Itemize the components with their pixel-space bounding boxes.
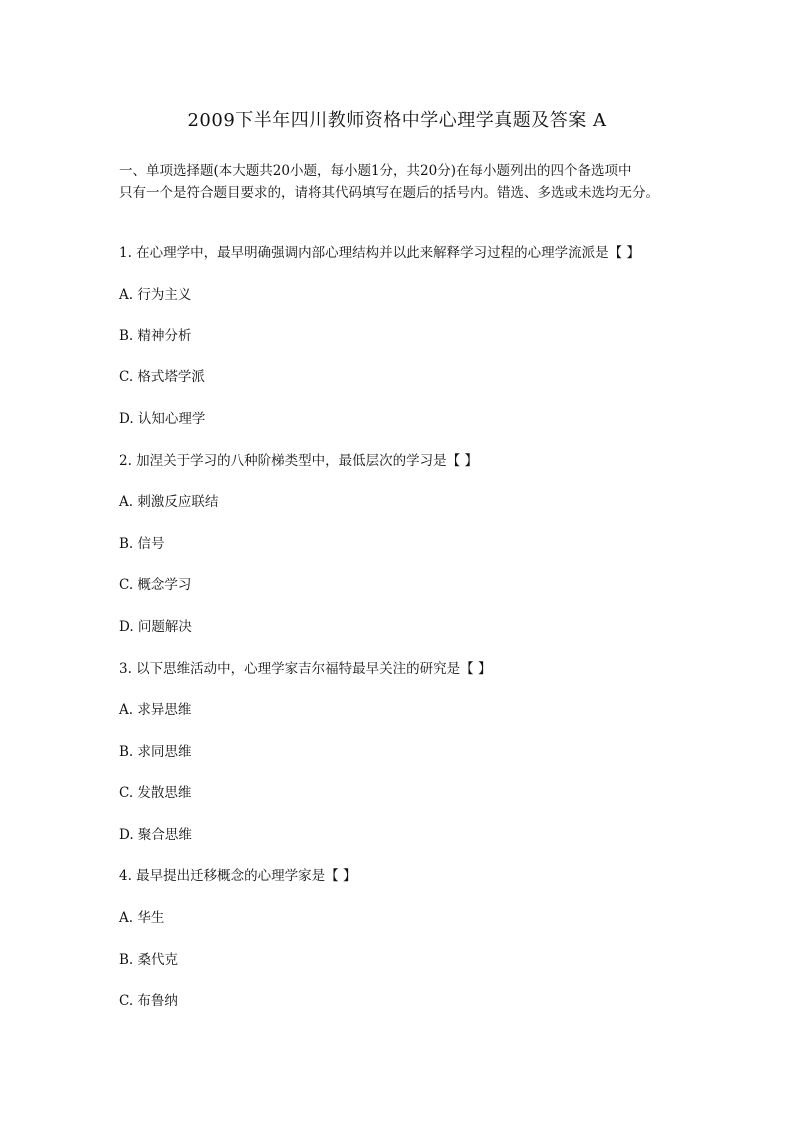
section-instructions [119,160,699,204]
question-4-option-b: B. 桑代克 [119,952,179,968]
section-instructions-line-2: 只有一个是符合题目要求的，请将其代码填写在题后的括号内。错选、多选或未选均无分。 [119,185,659,201]
question-1-option-d: D. 认知心理学 [119,411,206,427]
question-4-option-a: A. 华生 [119,910,165,926]
question-4-option-c: C. 布鲁纳 [119,993,178,1009]
question-2-option-c: C. 概念学习 [119,577,192,593]
document-title: 2009下半年四川教师资格中学心理学真题及答案 A [187,110,607,131]
question-3-option-c: C. 发散思维 [119,785,192,801]
question-1-option-b: B. 精神分析 [119,328,192,344]
question-3-option-b: B. 求同思维 [119,744,192,760]
question-4: 4. 最早提出迁移概念的心理学家是【 】 [119,868,357,884]
question-2-option-b: B. 信号 [119,536,165,552]
question-2: 2. 加涅关于学习的八种阶梯类型中，最低层次的学习是【 】 [119,453,478,469]
question-1: 1. 在心理学中，最早明确强调内部心理结构并以此来解释学习过程的心理学流派是【 】 [119,245,640,261]
question-2-option-d: D. 问题解决 [119,619,192,635]
section-instructions-line-1: 一、单项选择题(本大题共20小题，每小题1分，共20分)在每小题列出的四个备选项中 [119,163,632,179]
question-1-option-c: C. 格式塔学派 [119,369,205,385]
question-3: 3. 以下思维活动中，心理学家吉尔福特最早关注的研究是【 】 [119,661,492,677]
question-2-option-a: A. 刺激反应联结 [119,494,219,510]
question-1-option-a: A. 行为主义 [119,287,192,303]
question-3-option-d: D. 聚合思维 [119,827,192,843]
question-3-option-a: A. 求异思维 [119,702,192,718]
